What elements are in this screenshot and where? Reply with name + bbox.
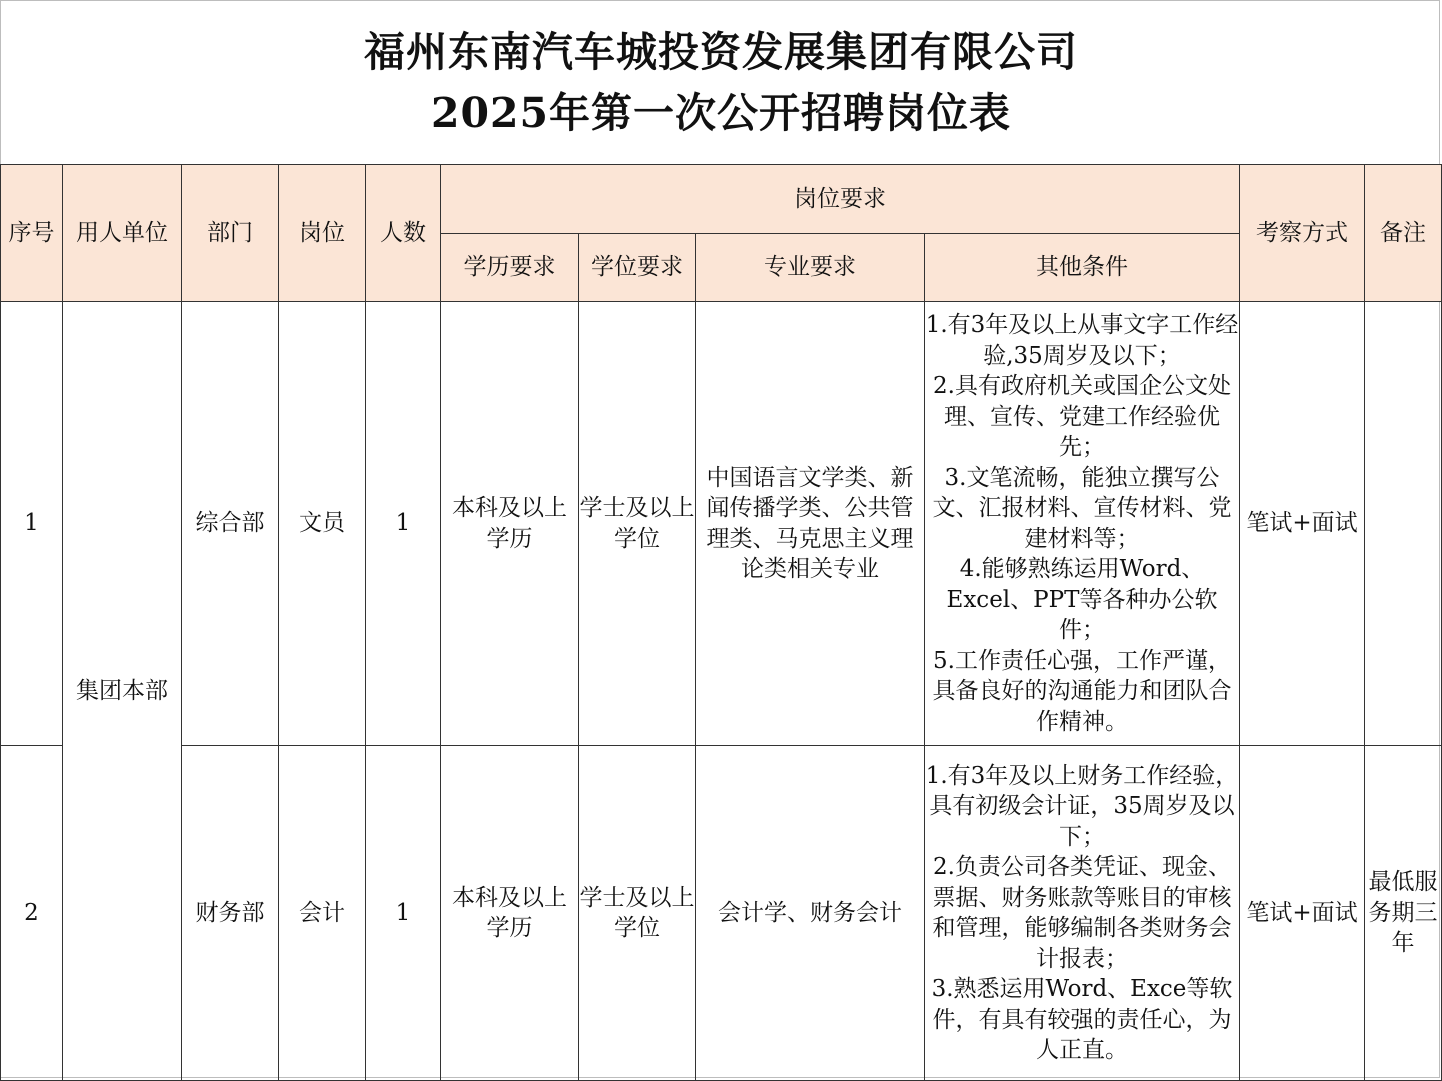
cell-education: 本科及以上学历 [441, 746, 579, 1081]
table-row [1, 746, 1442, 1081]
table-row [1, 302, 1442, 746]
cell-count: 1 [366, 746, 441, 1081]
cell-dept: 综合部 [182, 302, 279, 746]
header-other: 其他条件 [925, 234, 1240, 302]
header-requirements: 岗位要求 [441, 165, 1240, 234]
condition-line: 3.文笔流畅，能独立撰写公文、汇报材料、宣传材料、党建材料等； [932, 464, 1232, 552]
title-line-2: 2025年第一次公开招聘岗位表 [430, 89, 1012, 137]
cell-education: 本科及以上学历 [441, 302, 579, 746]
header-note: 备注 [1365, 165, 1442, 302]
header-row-1 [1, 165, 1442, 234]
cell-exam: 笔试+面试 [1240, 302, 1365, 746]
header-position: 岗位 [279, 165, 366, 302]
recruitment-table [0, 164, 1442, 1081]
cell-seq: 2 [1, 746, 63, 1081]
cell-exam: 笔试+面试 [1240, 746, 1365, 1081]
condition-line: 1.有3年及以上财务工作经验，具有初级会计证，35周岁及以下； [925, 762, 1239, 850]
condition-line: 2.具有政府机关或国企公文处理、宣传、党建工作经验优先； [933, 373, 1231, 460]
header-seq: 序号 [1, 165, 63, 302]
condition-line: 2.负责公司各类凭证、现金、票据、财务账款等账目的审核和管理，能够编制各类财务会计报表； [932, 854, 1232, 972]
header-degree: 学位要求 [579, 234, 696, 302]
condition-line: 3.熟悉运用Word、Exce等软件，有具有较强的责任心，为人正直。 [931, 976, 1233, 1063]
title-line-1: 福州东南汽车城投资发展集团有限公司 [364, 28, 1078, 76]
cell-note: 最低服务期三年 [1365, 746, 1442, 1081]
cell-unit: 集团本部 [63, 302, 182, 1081]
cell-degree: 学士及以上学位 [579, 746, 696, 1081]
header-dept: 部门 [182, 165, 279, 302]
cell-major: 会计学、财务会计 [696, 746, 925, 1081]
cell-position: 会计 [279, 746, 366, 1081]
page-title [0, 22, 1442, 144]
condition-line: 1.有3年及以上从事文字工作经验,35周岁及以下； [925, 312, 1239, 369]
header-unit: 用人单位 [63, 165, 182, 302]
cell-note [1365, 302, 1442, 746]
cell-degree: 学士及以上学位 [579, 302, 696, 746]
header-education: 学历要求 [441, 234, 579, 302]
cell-seq: 1 [1, 302, 63, 746]
cell-position: 文员 [279, 302, 366, 746]
cell-other-conditions [925, 302, 1240, 746]
condition-line: 4.能够熟练运用Word、Excel、PPT等各种办公软件； [946, 556, 1218, 643]
header-exam: 考察方式 [1240, 165, 1365, 302]
cell-major: 中国语言文学类、新闻传播学类、公共管理类、马克思主义理论类相关专业 [696, 302, 925, 746]
condition-line: 5.工作责任心强，工作严谨，具备良好的沟通能力和团队合作精神。 [932, 647, 1232, 735]
header-major: 专业要求 [696, 234, 925, 302]
cell-count: 1 [366, 302, 441, 746]
header-count: 人数 [366, 165, 441, 302]
cell-other-conditions [925, 746, 1240, 1081]
cell-dept: 财务部 [182, 746, 279, 1081]
